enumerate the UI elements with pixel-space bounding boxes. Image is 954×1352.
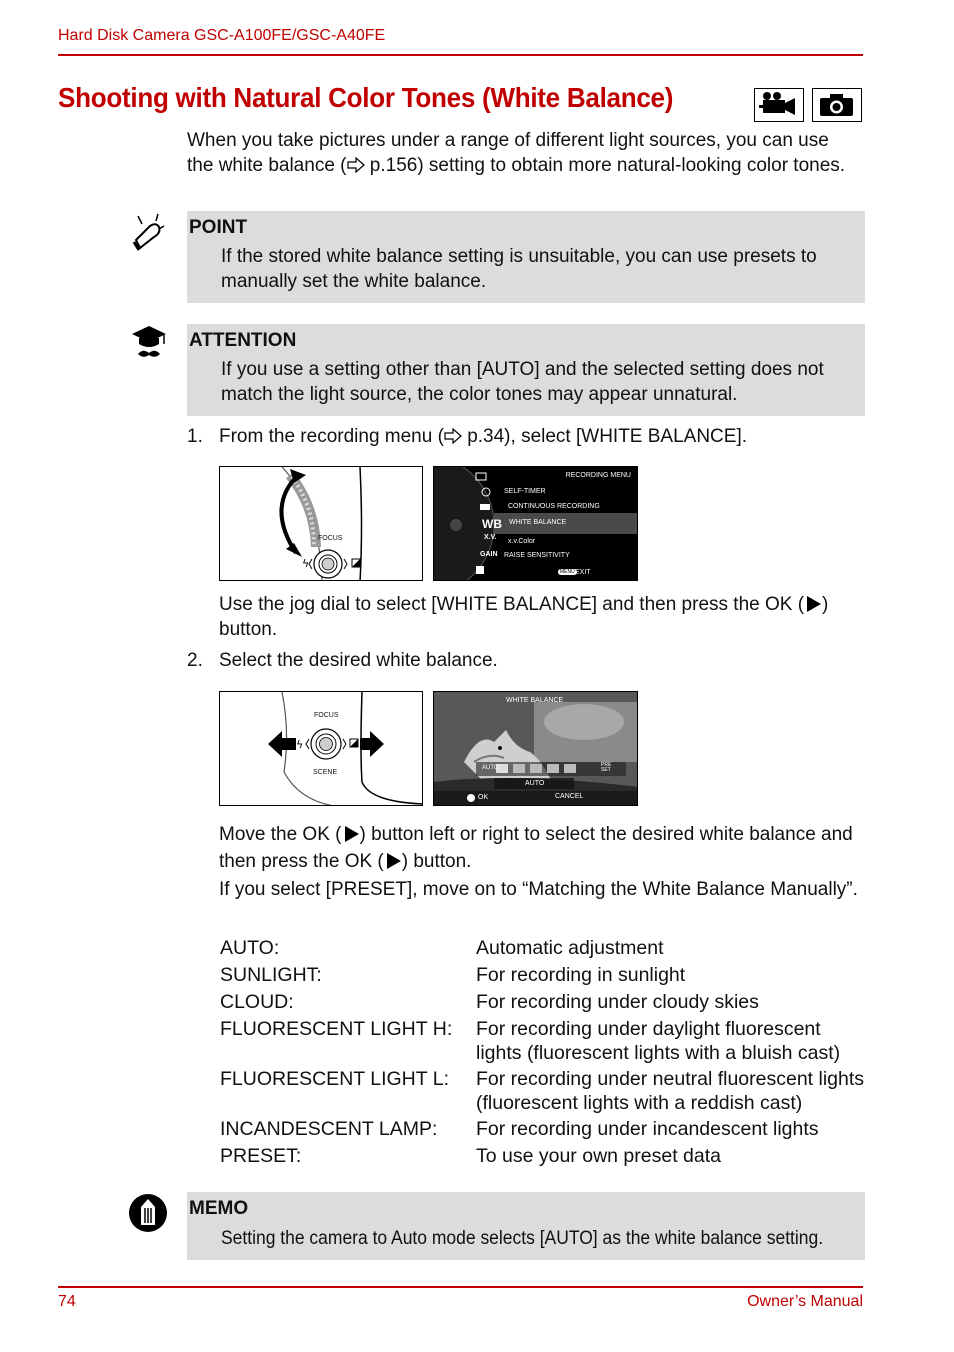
page-reference-arrow-icon	[444, 427, 462, 443]
running-header: Hard Disk Camera GSC-A100FE/GSC-A40FE	[58, 27, 386, 44]
point-text: If the stored white balance setting is unsuitable, you can use presets to manually set the white balance.	[221, 246, 817, 292]
point-box	[187, 211, 865, 303]
header-rule	[58, 54, 863, 56]
wb-row-fluorescent-h-desc: For recording under daylight fluorescent lights (fluorescent lights with a bluish cast)	[476, 1018, 841, 1064]
wb-row-auto-desc: Automatic adjustment	[476, 937, 664, 959]
menu-item-raise-sensitivity: RAISE SENSITIVITY	[504, 552, 570, 559]
svg-text:ϟ: ϟ	[296, 738, 304, 751]
wb-option-auto: AUTO	[482, 765, 499, 771]
dial-focus-label: FOCUS	[314, 712, 339, 719]
menu-exit-label: EXIT	[575, 569, 591, 576]
wb-row-auto-name: AUTO:	[220, 937, 280, 959]
wb-row-cloud-name: CLOUD:	[220, 991, 294, 1013]
menu-item-continuous-recording: CONTINUOUS RECORDING	[508, 503, 600, 510]
wb-row-sunlight-name: SUNLIGHT:	[220, 964, 322, 986]
menu-item-self-timer: SELF-TIMER	[504, 488, 546, 495]
wb-screen-cancel: CANCEL	[555, 793, 584, 800]
menu-button-icon: MENU	[560, 569, 575, 575]
movie-camera-icon	[754, 88, 804, 122]
attention-graduate-icon	[130, 324, 168, 367]
dial-focus-label: FOCUS	[318, 535, 343, 542]
attention-text: If you use a setting other than [AUTO] and the selected setting does not match the light source, the color tones may appear unnatural.	[221, 359, 824, 405]
wb-row-preset-name: PRESET:	[220, 1145, 302, 1167]
wb-row-fluorescent-h-name: FLUORESCENT LIGHT H:	[220, 1018, 453, 1040]
still-camera-icon	[812, 88, 862, 122]
wb-row-preset-desc: To use your own preset data	[476, 1145, 721, 1167]
menu-item-xv-color: x.v.Color	[508, 538, 536, 545]
wb-screen-title: WHITE BALANCE	[506, 697, 564, 704]
attention-box	[187, 324, 865, 416]
wb-row-incandescent-desc: For recording under incandescent lights	[476, 1118, 819, 1140]
memo-box	[187, 1192, 865, 1260]
intro-paragraph: When you take pictures under a range of different light sources, you can use the white balance ( p.156) setting to obtain more natural-looking color tones.	[187, 130, 846, 176]
step2-note2: If you select [PRESET], move on to “Matching the White Balance Manually”.	[219, 879, 858, 900]
step2-number: 2.	[187, 650, 203, 671]
recording-menu-screen	[433, 466, 638, 581]
wb-icon: WB	[482, 517, 502, 531]
page-title: Shooting with Natural Color Tones (White Balance)	[58, 82, 674, 113]
white-balance-screen	[433, 691, 638, 806]
menu-item-white-balance: WHITE BALANCE	[509, 519, 567, 526]
step2-note1: Move the OK ( ) button left or right to select the desired white balance and then press the OK ( ) button.	[219, 824, 853, 872]
step2-text: Select the desired white balance.	[219, 650, 498, 671]
point-title: POINT	[189, 217, 248, 238]
step1-note: Use the jog dial to select [WHITE BALANCE] and then press the OK ( ) button.	[219, 594, 829, 640]
ok-play-icon	[804, 595, 822, 613]
page-reference-arrow-icon	[347, 156, 365, 172]
wb-row-cloud-desc: For recording under cloudy skies	[476, 991, 759, 1013]
ok-play-icon	[384, 851, 402, 869]
wb-row-fluorescent-l-name: FLUORESCENT LIGHT L:	[220, 1068, 450, 1090]
ok-play-icon	[342, 824, 360, 842]
attention-title: ATTENTION	[189, 330, 297, 351]
step1-number: 1.	[187, 426, 203, 447]
menu-title: RECORDING MENU	[565, 472, 631, 479]
wb-screen-selected: AUTO	[525, 780, 545, 787]
footer-rule	[58, 1286, 863, 1288]
svg-text:ϟ: ϟ	[302, 557, 310, 570]
wb-option-preset: PRE SET	[601, 762, 612, 773]
page-number: 74	[58, 1293, 76, 1310]
wb-row-incandescent-name: INCANDESCENT LAMP:	[220, 1118, 438, 1140]
manual-name: Owner’s Manual	[747, 1293, 863, 1310]
wb-row-fluorescent-l-desc: For recording under neutral fluorescent lights (fluorescent lights with a reddish cast)	[476, 1068, 865, 1114]
memo-title: MEMO	[189, 1198, 249, 1219]
xv-color-icon: X.V.	[484, 534, 497, 541]
dial-scene-label: SCENE	[313, 769, 338, 776]
memo-text: Setting the camera to Auto mode selects [AUTO] as the white balance setting.	[221, 1228, 824, 1249]
memo-pencil-icon	[128, 1193, 168, 1238]
gain-icon: GAIN	[480, 551, 498, 558]
point-lightbulb-icon	[130, 212, 166, 261]
jog-dial-illustration	[219, 466, 423, 581]
wb-row-sunlight-desc: For recording in sunlight	[476, 964, 686, 986]
ok-button-illustration	[219, 691, 423, 806]
step1-text: From the recording menu ( p.34), select [WHITE BALANCE].	[219, 426, 748, 447]
wb-screen-ok: OK	[478, 794, 489, 801]
